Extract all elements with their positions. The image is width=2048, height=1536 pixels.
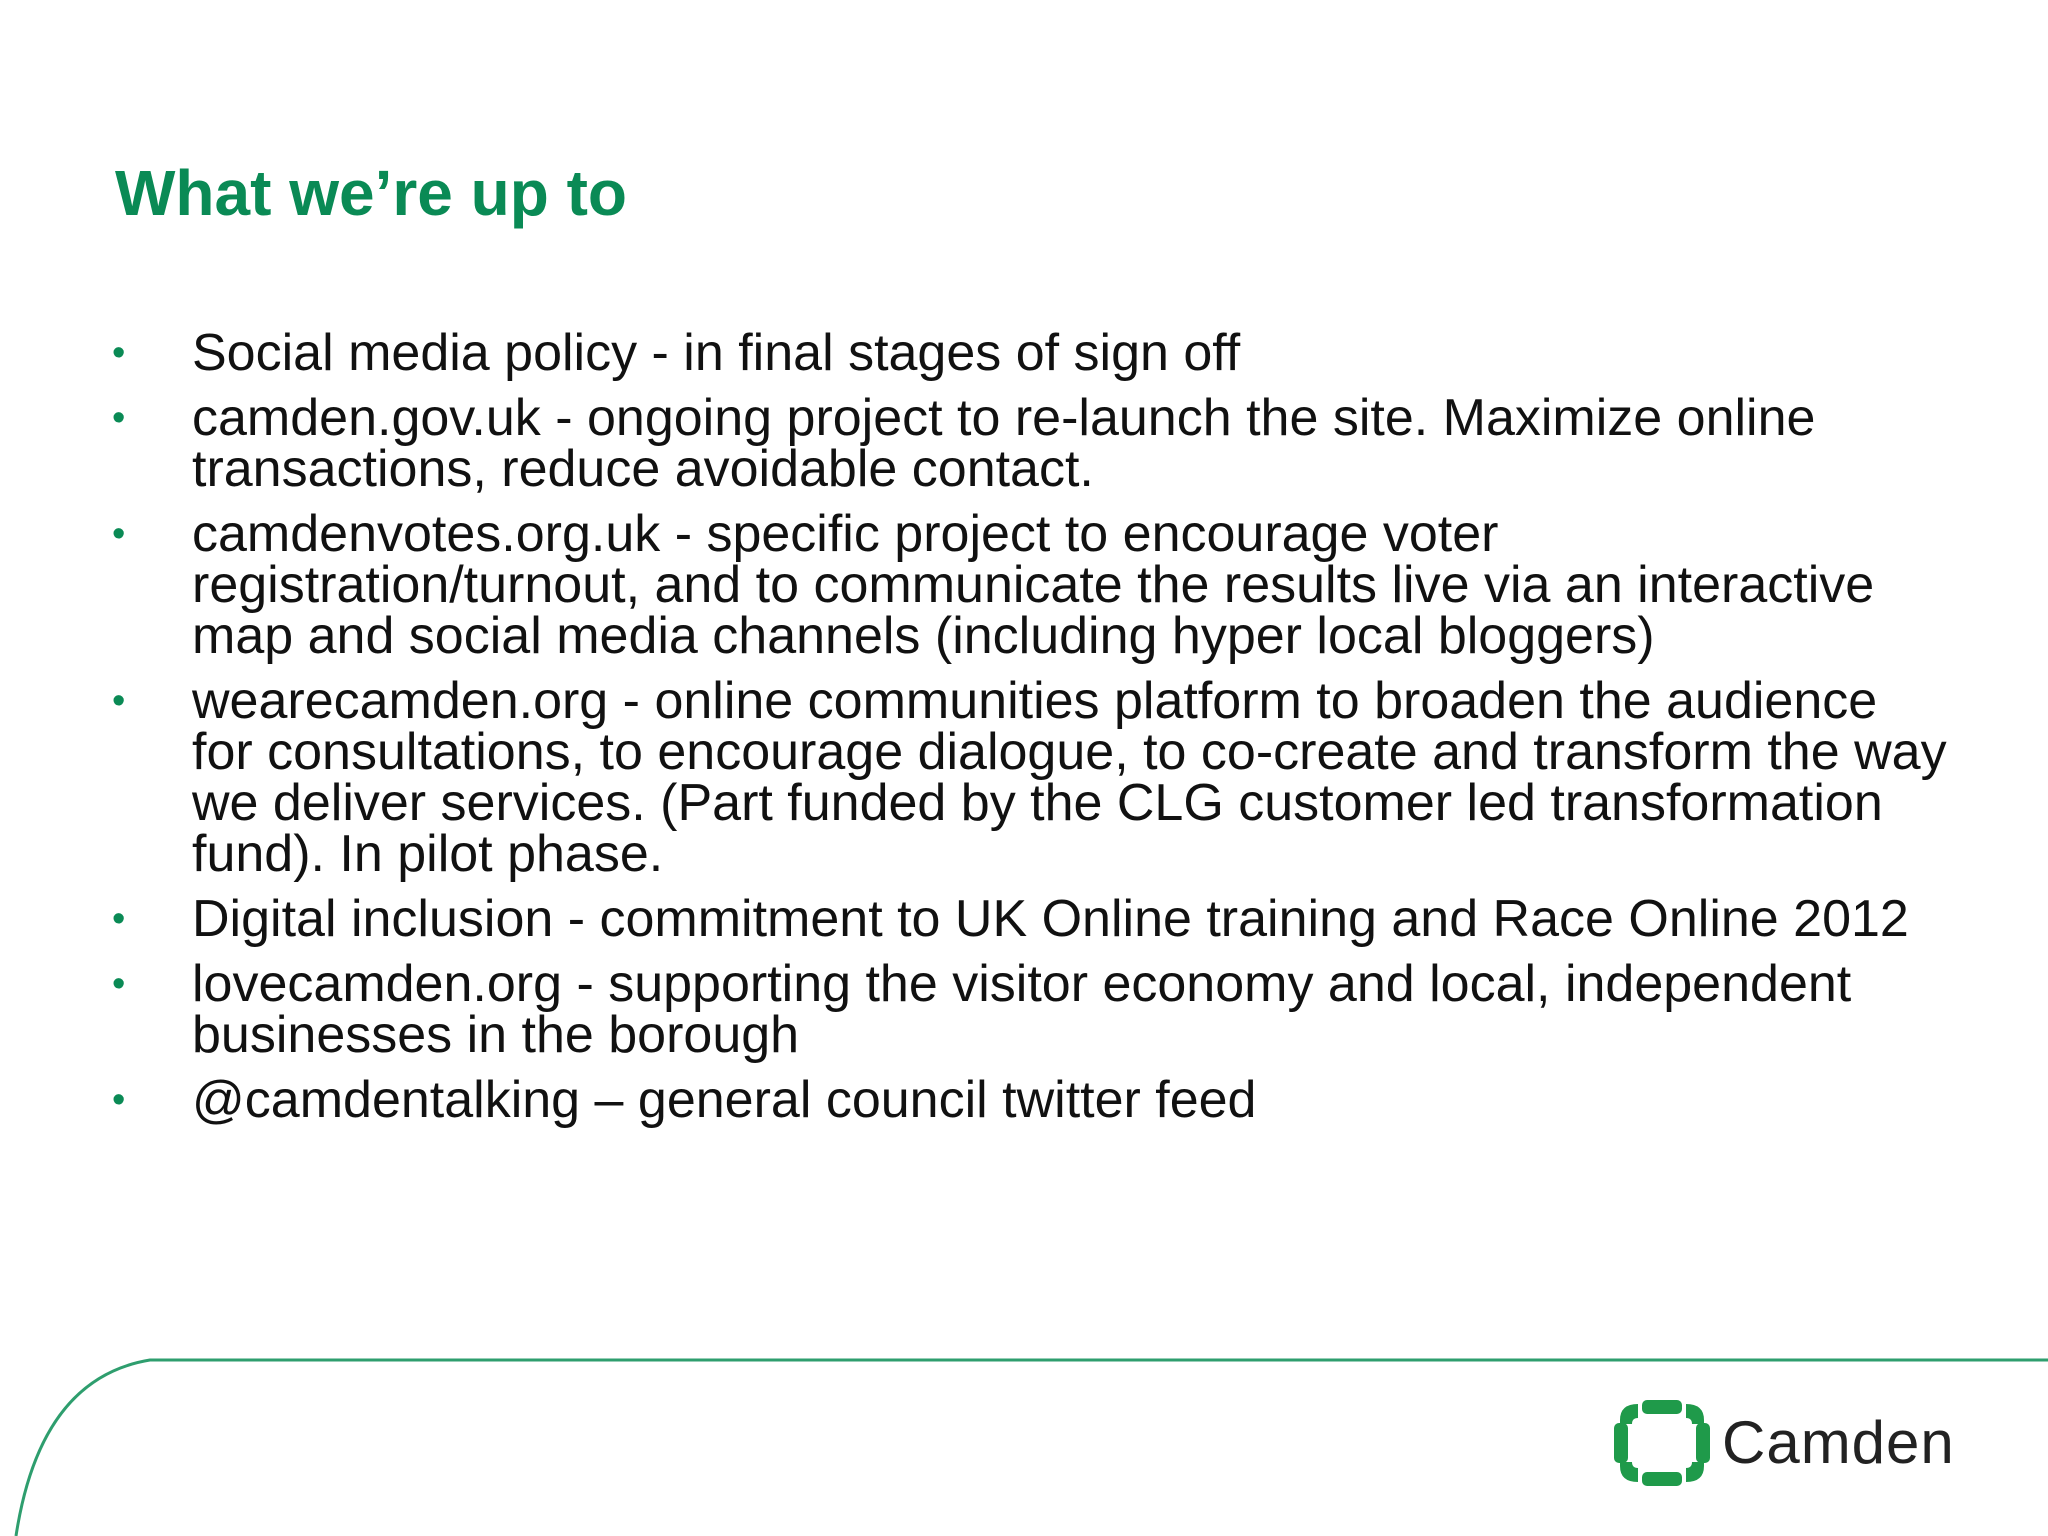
- bullet-dot: •: [112, 332, 126, 374]
- bullet-text: camden.gov.uk - ongoing project to re-launch the site. Maximize online transactions, reduce avoidable contact.: [192, 389, 1816, 498]
- bullet-dot: •: [112, 513, 126, 555]
- camden-logo-icon: [1612, 1398, 1712, 1488]
- bullet-item: [112, 505, 1952, 665]
- bullet-text: wearecamden.org - online communities platform to broaden the audience for consultations, to encourage dialogue, to co-create and transform the way we deliver services. (Part funded by the CLG customer led transformation fund). In pilot phase.: [192, 672, 1947, 883]
- bullet-text: lovecamden.org - supporting the visitor economy and local, independent businesses in the borough: [192, 955, 1852, 1064]
- logo-text: Camden: [1722, 1409, 1955, 1476]
- bullet-item: [112, 672, 1952, 883]
- bullet-list: [112, 324, 1952, 1140]
- bullet-dot: •: [112, 680, 126, 722]
- bullet-text: Digital inclusion - commitment to UK Online training and Race Online 2012: [192, 890, 1909, 948]
- slide-title: What we’re up to: [115, 157, 627, 229]
- bullet-dot: •: [112, 397, 126, 439]
- camden-logo: [1612, 1398, 1992, 1488]
- bullet-dot: •: [112, 1079, 126, 1121]
- bullet-dot: •: [112, 898, 126, 940]
- bullet-item: [112, 1071, 1952, 1129]
- bullet-text: Social media policy - in final stages of sign off: [192, 324, 1241, 382]
- bullet-item: [112, 890, 1952, 948]
- bullet-item: [112, 389, 1952, 498]
- bullet-item: [112, 955, 1952, 1064]
- bullet-text: @camdentalking – general council twitter feed: [192, 1071, 1257, 1129]
- bullet-item: [112, 324, 1952, 382]
- bullet-dot: •: [112, 963, 126, 1005]
- bullet-text: camdenvotes.org.uk - specific project to encourage voter registration/turnout, and to communicate the results live via an interactive map and social media channels (including hyper local bloggers): [192, 505, 1875, 665]
